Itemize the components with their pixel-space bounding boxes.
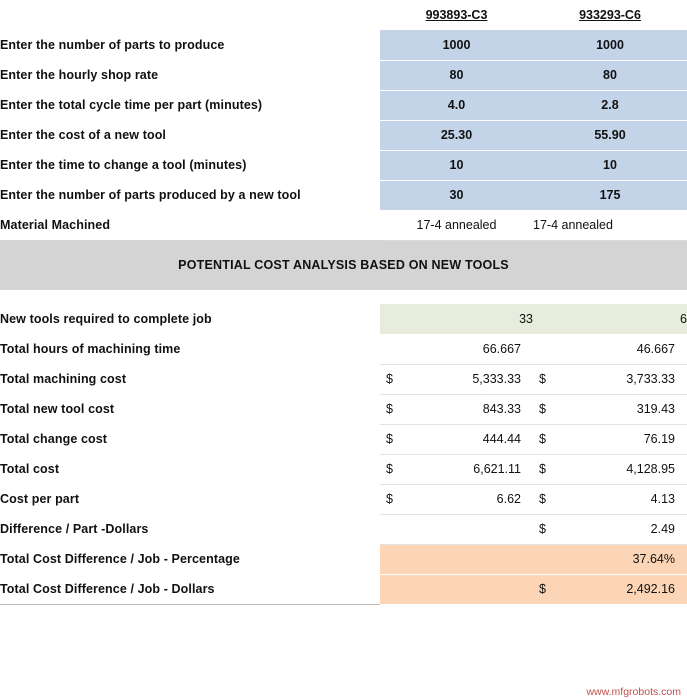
input-cell-b[interactable]: 1000 (533, 30, 687, 60)
section-banner-title: POTENTIAL COST ANALYSIS BASED ON NEW TOOLS (178, 258, 509, 273)
input-cell-b[interactable]: 2.8 (533, 90, 687, 120)
currency-symbol: $ (386, 462, 393, 476)
currency-symbol: $ (539, 522, 546, 536)
spacer-cell (533, 290, 687, 304)
result-cell-a (380, 484, 533, 514)
result-cell-b (533, 484, 687, 514)
result-cell-b (533, 334, 687, 364)
table-row (0, 334, 687, 364)
bottom-border-cell (0, 604, 380, 610)
table-row (0, 574, 687, 604)
spacer-cell (380, 290, 533, 304)
result-value: 3,733.33 (626, 372, 675, 386)
table-row (0, 150, 687, 180)
result-value: 444.44 (482, 432, 521, 446)
result-cell-b: 6 (533, 304, 687, 334)
row-label: Material Machined (0, 218, 111, 232)
result-cell-a: 33 (380, 304, 533, 334)
input-cell-b[interactable]: 175 (533, 180, 687, 210)
row-label: Total Cost Difference / Job - Percentage (0, 552, 240, 566)
result-cell-a (380, 544, 533, 574)
currency-symbol: $ (539, 372, 546, 386)
table-row (0, 90, 687, 120)
table-row (0, 120, 687, 150)
table-row (0, 304, 687, 334)
result-value: 4,128.95 (626, 462, 675, 476)
table-row (0, 424, 687, 454)
input-cell-a[interactable]: 1000 (380, 30, 533, 60)
currency-symbol: $ (539, 432, 546, 446)
result-value: 46.667 (636, 342, 675, 356)
result-value: 843.33 (482, 402, 521, 416)
bottom-border-cell (533, 604, 687, 610)
result-value: 66.667 (482, 342, 521, 356)
table-row (0, 60, 687, 90)
table-row (0, 364, 687, 394)
result-cell-a (380, 514, 533, 544)
result-value: 6,621.11 (473, 462, 521, 476)
result-cell-b (533, 394, 687, 424)
material-cell-b[interactable]: 17-4 annealed (533, 210, 687, 240)
table-row (0, 514, 687, 544)
result-value: 2.49 (650, 522, 675, 536)
result-cell-b (533, 364, 687, 394)
bottom-border-row (0, 604, 687, 610)
result-value: 76.19 (643, 432, 675, 446)
row-label: Total Cost Difference / Job - Dollars (0, 581, 215, 596)
row-label: Enter the number of parts to produce (0, 38, 225, 52)
row-label: Total cost (0, 462, 60, 476)
input-cell-a[interactable]: 25.30 (380, 120, 533, 150)
currency-symbol: $ (386, 402, 393, 416)
input-cell-b[interactable]: 10 (533, 150, 687, 180)
spacer-cell (0, 290, 380, 304)
result-value: 5,333.33 (472, 372, 521, 386)
result-cell-b (533, 514, 687, 544)
result-cell-a (380, 574, 533, 604)
table-row (0, 544, 687, 574)
currency-symbol: $ (539, 492, 546, 506)
input-cell-a[interactable]: 4.0 (380, 90, 533, 120)
header-row (0, 0, 687, 30)
result-value: 6.62 (496, 492, 521, 506)
input-cell-b[interactable]: 80 (533, 60, 687, 90)
currency-symbol: $ (539, 402, 546, 416)
row-label: Enter the total cycle time per part (minutes) (0, 98, 263, 112)
result-cell-a (380, 454, 533, 484)
result-cell-b (533, 454, 687, 484)
table-row (0, 484, 687, 514)
currency-symbol: $ (386, 492, 393, 506)
material-row (0, 210, 687, 240)
row-label: Enter the number of parts produced by a new tool (0, 188, 301, 202)
result-value: 2,492.16 (626, 582, 675, 596)
column-header-a: 993893-C3 (425, 8, 488, 22)
row-label: Enter the time to change a tool (minutes) (0, 158, 247, 172)
result-cell-a (380, 334, 533, 364)
row-label: New tools required to complete job (0, 312, 212, 326)
spacer-row (0, 290, 687, 304)
currency-symbol: $ (386, 432, 393, 446)
table-row (0, 30, 687, 60)
row-label: Enter the hourly shop rate (0, 68, 159, 82)
row-label: Difference / Part -Dollars (0, 522, 149, 536)
result-cell-b (533, 544, 687, 574)
result-cell-a (380, 424, 533, 454)
row-label: Cost per part (0, 492, 80, 506)
input-cell-a[interactable]: 80 (380, 60, 533, 90)
table-row (0, 394, 687, 424)
result-cell-b (533, 574, 687, 604)
row-label: Total hours of machining time (0, 342, 181, 356)
table-row (0, 454, 687, 484)
currency-symbol: $ (386, 372, 393, 386)
input-cell-b[interactable]: 55.90 (533, 120, 687, 150)
input-cell-a[interactable]: 10 (380, 150, 533, 180)
result-cell-a (380, 364, 533, 394)
currency-symbol: $ (539, 582, 546, 596)
result-value: 37.64% (632, 552, 675, 566)
result-value: 4.13 (650, 492, 675, 506)
result-value: 319.43 (636, 402, 675, 416)
result-cell-b (533, 424, 687, 454)
watermark: www.mfgrobots.com (586, 686, 681, 698)
material-cell-a[interactable]: 17-4 annealed (380, 210, 533, 240)
row-label: Total change cost (0, 432, 108, 446)
column-header-b: 933293-C6 (579, 8, 641, 22)
section-banner (0, 240, 687, 290)
row-label: Enter the cost of a new tool (0, 128, 167, 142)
input-cell-a[interactable]: 30 (380, 180, 533, 210)
bottom-border-cell (380, 604, 533, 610)
row-label: Total new tool cost (0, 402, 115, 416)
row-label: Total machining cost (0, 372, 127, 386)
currency-symbol: $ (539, 462, 546, 476)
table-row (0, 180, 687, 210)
header-blank-cell (0, 0, 380, 30)
result-cell-a (380, 394, 533, 424)
